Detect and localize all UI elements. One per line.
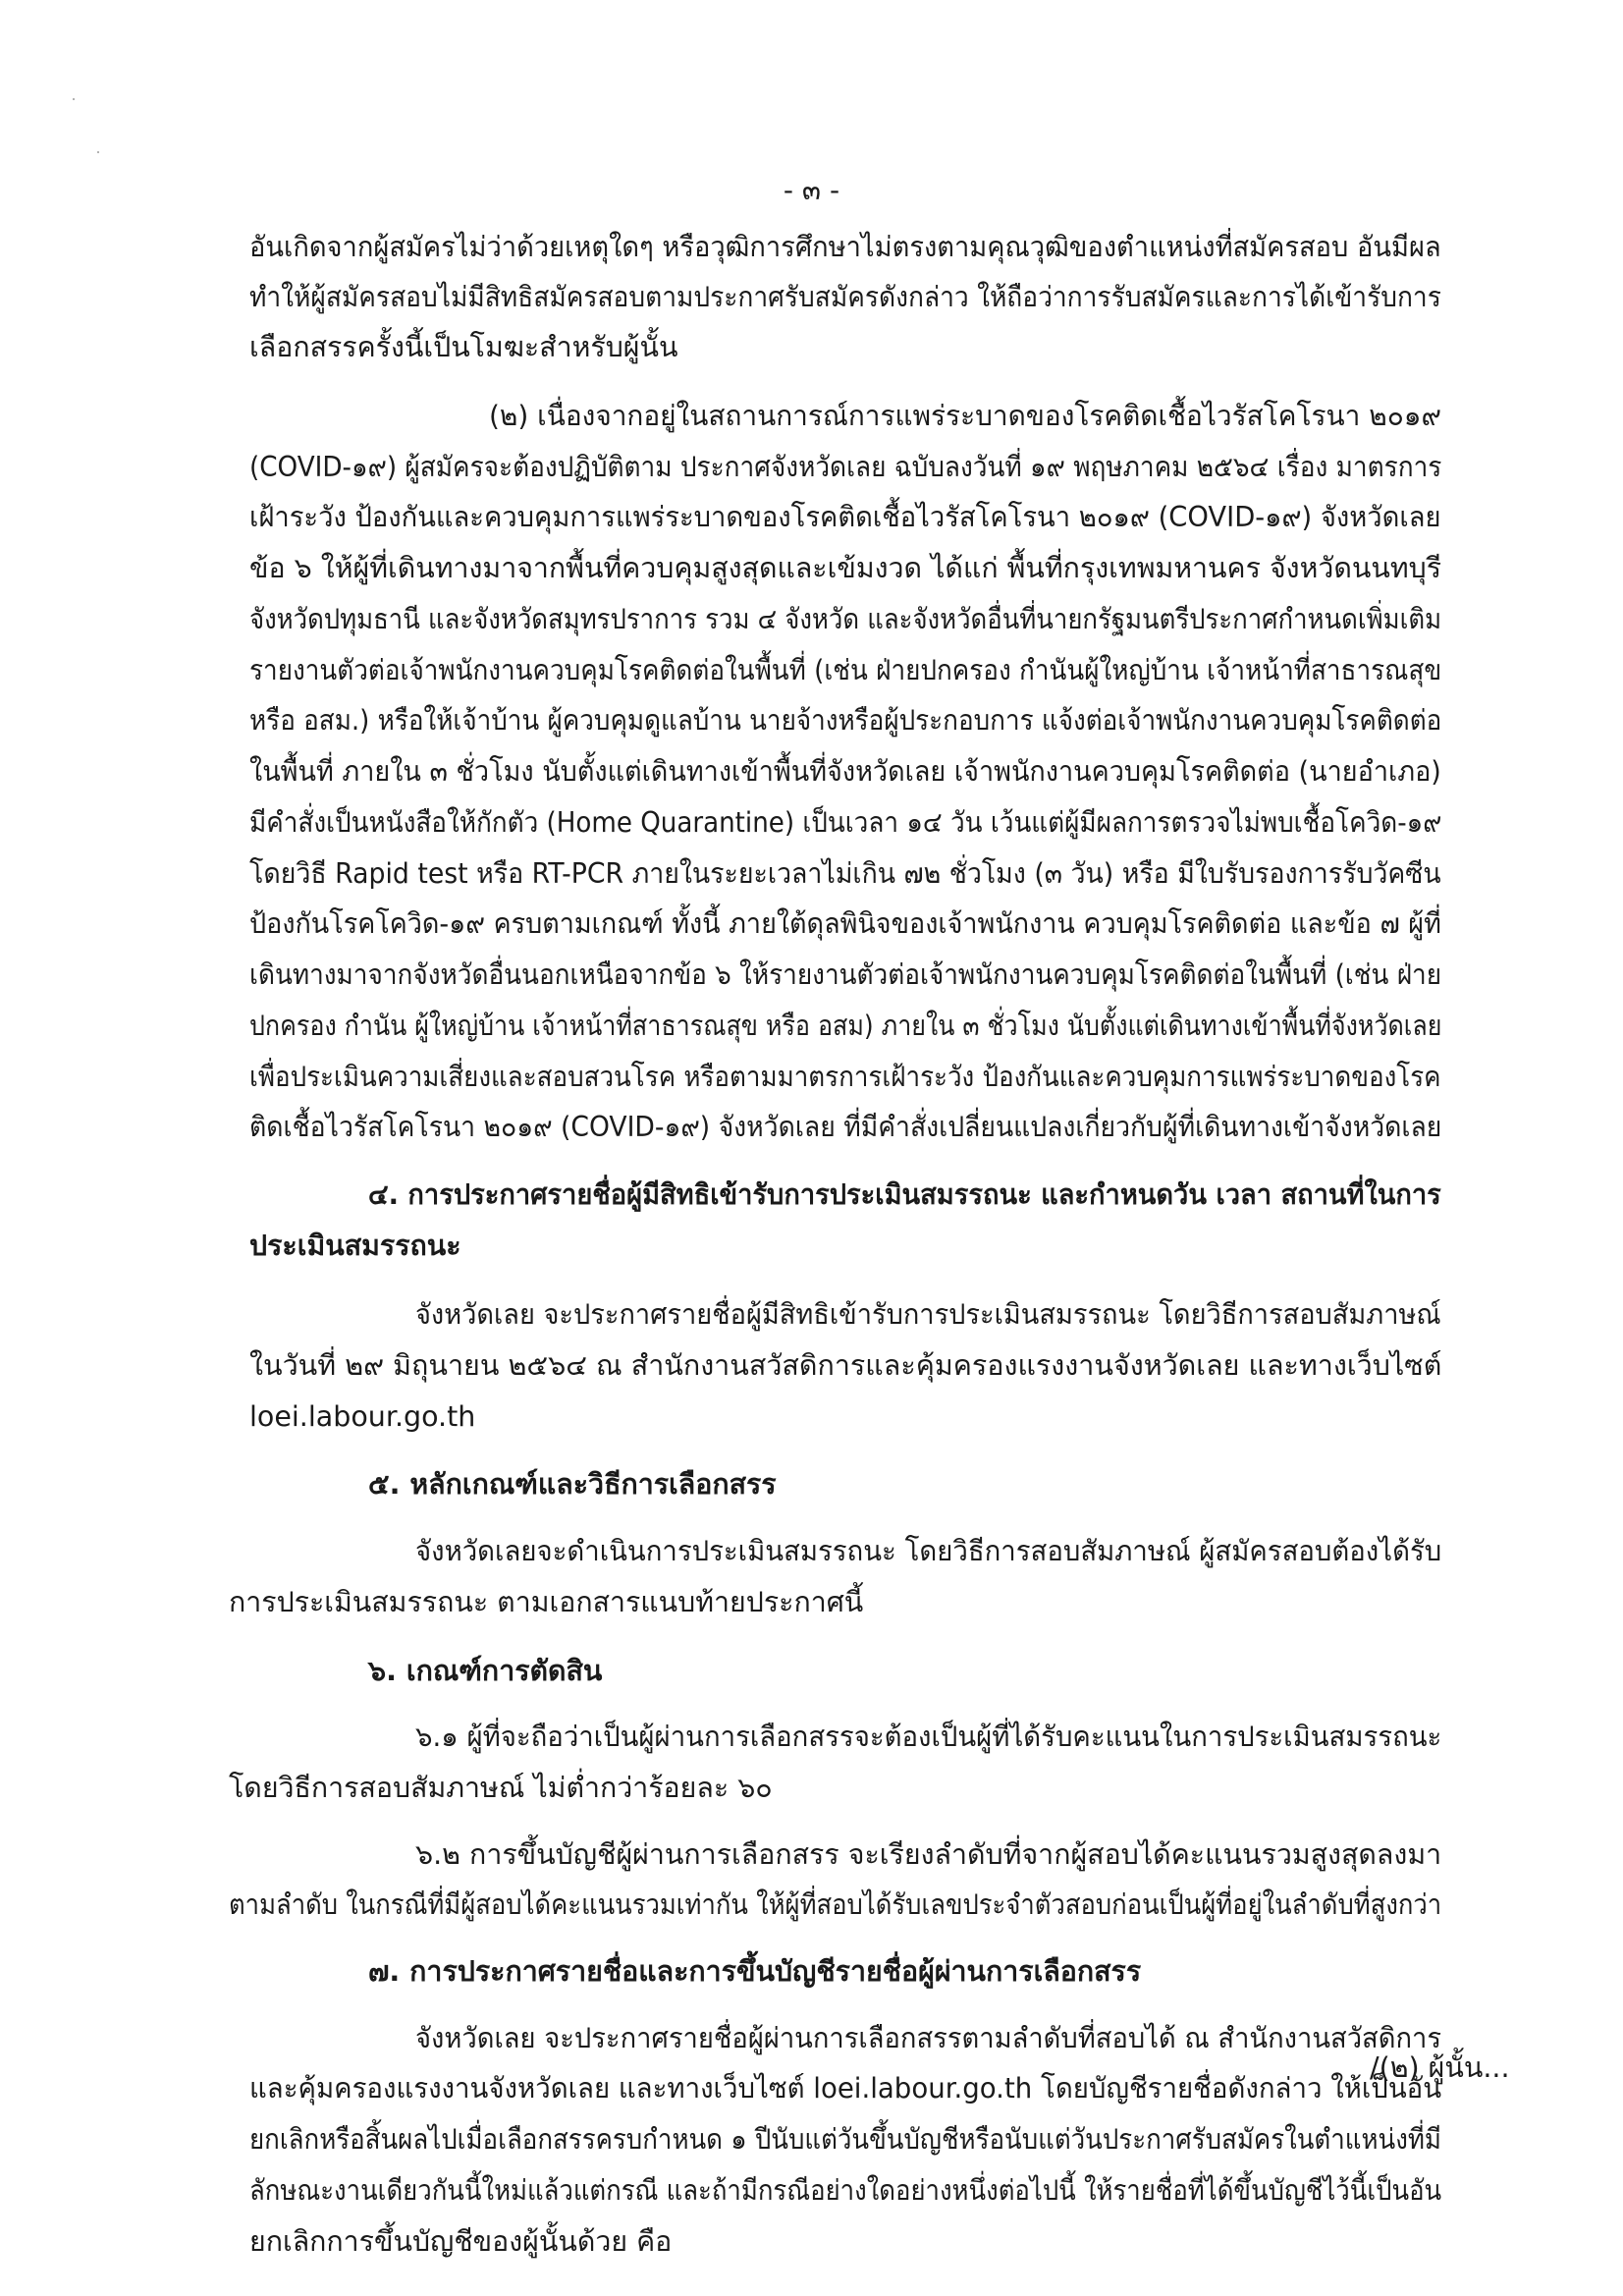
body-line: จังหวัดปทุมธานี และจังหวัดสมุทรปราการ รวม ๔ จังหวัด และจังหวัดอื่นที่นายกรัฐมนตรีประกาศกำหนดเพิ่มเติม	[249, 602, 1442, 635]
body-line: และคุ้มครองแรงงานจังหวัดเลย และทางเว็บไซต์ loei.labour.go.th โดยบัญชีรายชื่อดังกล่าว ให้เป็นอัน	[249, 2072, 1442, 2105]
body-line: โดยวิธี Rapid test หรือ RT-PCR ภายในระยะเวลาไม่เกิน ๗๒ ชั่วโมง (๓ วัน) หรือ มีใบรับรองการรับวัคซีน	[249, 856, 1441, 890]
body-line: หรือ อสม.) หรือให้เจ้าบ้าน ผู้ควบคุมดูแลบ้าน นายจ้างหรือผู้ประกอบการ แจ้งต่อเจ้าพนักงานควบคุมโรคติดต่อ	[249, 704, 1442, 738]
body-line: เลือกสรรครั้งนี้เป็นโมฆะสำหรับผู้นั้น	[249, 331, 678, 364]
body-line: เดินทางมาจากจังหวัดอื่นนอกเหนือจากข้อ ๖ ให้รายงานตัวต่อเจ้าพนักงานควบคุมโรคติดต่อในพื้นที่ (เช่น ฝ่าย	[249, 958, 1442, 992]
body-line: ลักษณะงานเดียวกันนี้ใหม่แล้วแต่กรณี และถ้ามีกรณีอย่างใดอย่างหนึ่งต่อไปนี้ ให้รายชื่อที่ได้ขึ้นบัญชีไว้นี้เป็นอัน	[249, 2173, 1442, 2207]
body-line: จังหวัดเลยจะดำเนินการประเมินสมรรถนะ โดยวิธีการสอบสัมภาษณ์ ผู้สมัครสอบต้องได้รับ	[415, 1535, 1442, 1568]
body-line: ป้องกันโรคโควิด-๑๙ ครบตามเกณฑ์ ทั้งนี้ ภายใต้ดุลพินิจของเจ้าพนักงาน ควบคุมโรคติดต่อ และข้อ ๗ ผู้ที่	[249, 907, 1441, 941]
body-line: เฝ้าระวัง ป้องกันและควบคุมการแพร่ระบาดของโรคติดเชื้อไวรัสโคโรนา ๒๐๑๙ (COVID-๑๙) จังหวัดเลย	[249, 501, 1441, 534]
scan-speck	[73, 98, 75, 100]
section-heading: ๗. การประกาศรายชื่อและการขึ้นบัญชีรายชื่อผู้ผ่านการเลือกสรร	[368, 1954, 1142, 1988]
body-line: ติดเชื้อไวรัสโคโรนา ๒๐๑๙ (COVID-๑๙) จังหวัดเลย ที่มีคำสั่งเปลี่ยนแปลงเกี่ยวกับผู้ที่เดินทางเข้าจังหวัดเลย	[249, 1111, 1442, 1144]
body-line: จังหวัดเลย จะประกาศรายชื่อผู้มีสิทธิเข้ารับการประเมินสมรรถนะ โดยวิธีการสอบสัมภาษณ์	[415, 1298, 1441, 1332]
scan-speck	[97, 151, 99, 153]
body-line: อันเกิดจากผู้สมัครไม่ว่าด้วยเหตุใดๆ หรือวุฒิการศึกษาไม่ตรงตามคุณวุฒิของตำแหน่งที่สมัครสอบ อันมีผล	[249, 230, 1441, 263]
body-line: ยกเลิกการขึ้นบัญชีของผู้นั้นด้วย คือ	[249, 2224, 673, 2258]
body-line: ในพื้นที่ ภายใน ๓ ชั่วโมง นับตั้งแต่เดินทางเข้าพื้นที่จังหวัดเลย เจ้าพนักงานควบคุมโรคติดต่อ (นายอำเภอ)	[249, 755, 1441, 789]
body-line: ข้อ ๖ ให้ผู้ที่เดินทางมาจากพื้นที่ควบคุมสูงสุดและเข้มงวด ได้แก่ พื้นที่กรุงเทพมหานคร จังหวัดนนทบุรี	[249, 552, 1442, 585]
section-heading: ประเมินสมรรถนะ	[249, 1229, 461, 1262]
body-line: จังหวัดเลย จะประกาศรายชื่อผู้ผ่านการเลือกสรรตามลำดับที่สอบได้ ณ สำนักงานสวัสดิการ	[415, 2021, 1442, 2054]
body-line: ทำให้ผู้สมัครสอบไม่มีสิทธิสมัครสอบตามประกาศรับสมัครดังกล่าว ให้ถือว่าการรับสมัครและการได้เข้ารับการ	[249, 280, 1441, 313]
body-line: (๒) เนื่องจากอยู่ในสถานการณ์การแพร่ระบาดของโรคติดเชื้อไวรัสโคโรนา ๒๐๑๙	[489, 399, 1442, 432]
body-line: การประเมินสมรรถนะ ตามเอกสารแนบท้ายประกาศนี้	[229, 1585, 864, 1618]
continuation-text: /(๒) ผู้นั้น...	[1370, 2051, 1510, 2084]
body-line: โดยวิธีการสอบสัมภาษณ์ ไม่ต่ำกว่าร้อยละ ๖๐	[229, 1771, 773, 1804]
body-line: ปกครอง กำนัน ผู้ใหญ่บ้าน เจ้าหน้าที่สาธารณสุข หรือ อสม) ภายใน ๓ ชั่วโมง นับตั้งแต่เดินทางเข้าพื้นที่จังหวัดเลย	[249, 1009, 1442, 1042]
body-line: (COVID-๑๙) ผู้สมัครจะต้องปฏิบัติตาม ประกาศจังหวัดเลย ฉบับลงวันที่ ๑๙ พฤษภาคม ๒๕๖๔ เรื่อง มาตรการ	[249, 450, 1442, 483]
website-text: loei.labour.go.th	[249, 1399, 476, 1433]
section-heading: ๕. หลักเกณฑ์และวิธีการเลือกสรร	[368, 1468, 777, 1502]
body-line: ในวันที่ ๒๙ มิถุนายน ๒๕๖๔ ณ สำนักงานสวัสดิการและคุ้มครองแรงงานจังหวัดเลย และทางเว็บไซต์	[249, 1349, 1442, 1383]
body-line: รายงานตัวต่อเจ้าพนักงานควบคุมโรคติดต่อในพื้นที่ (เช่น ฝ่ายปกครอง กำนันผู้ใหญ่บ้าน เจ้าหน้าที่สาธารณสุข	[249, 653, 1442, 686]
page-number: - ๓ -	[783, 174, 840, 206]
body-line: ๖.๑ ผู้ที่จะถือว่าเป็นผู้ผ่านการเลือกสรรจะต้องเป็นผู้ที่ได้รับคะแนนในการประเมินสมรรถนะ	[415, 1721, 1442, 1754]
body-line: มีคำสั่งเป็นหนังสือให้กักตัว (Home Quarantine) เป็นเวลา ๑๔ วัน เว้นแต่ผู้มีผลการตรวจไม่พบเชื้อโควิด-๑๙	[249, 805, 1442, 839]
section-heading: ๖. เกณฑ์การตัดสิน	[368, 1654, 603, 1687]
section-heading: ๔. การประกาศรายชื่อผู้มีสิทธิเข้ารับการประเมินสมรรถนะ และกำหนดวัน เวลา สถานที่ในการ	[368, 1177, 1441, 1211]
body-line: ๖.๒ การขึ้นบัญชีผู้ผ่านการเลือกสรร จะเรียงลำดับที่จากผู้สอบได้คะแนนรวมสูงสุดลงมา	[415, 1837, 1442, 1871]
body-line: ยกเลิกหรือสิ้นผลไปเมื่อเลือกสรรครบกำหนด ๑ ปีนับแต่วันขึ้นบัญชีหรือนับแต่วันประกาศรับสมัครในตำแหน่งที่มี	[249, 2123, 1441, 2157]
body-line: ตามลำดับ ในกรณีที่มีผู้สอบได้คะแนนรวมเท่ากัน ให้ผู้ที่สอบได้รับเลขประจำตัวสอบก่อนเป็นผู้ที่อยู่ในลำดับที่สูงกว่า	[229, 1888, 1442, 1922]
body-line: เพื่อประเมินความเสี่ยงและสอบสวนโรค หรือตามมาตรการเฝ้าระวัง ป้องกันและควบคุมการแพร่ระบาดของโรค	[249, 1060, 1441, 1093]
